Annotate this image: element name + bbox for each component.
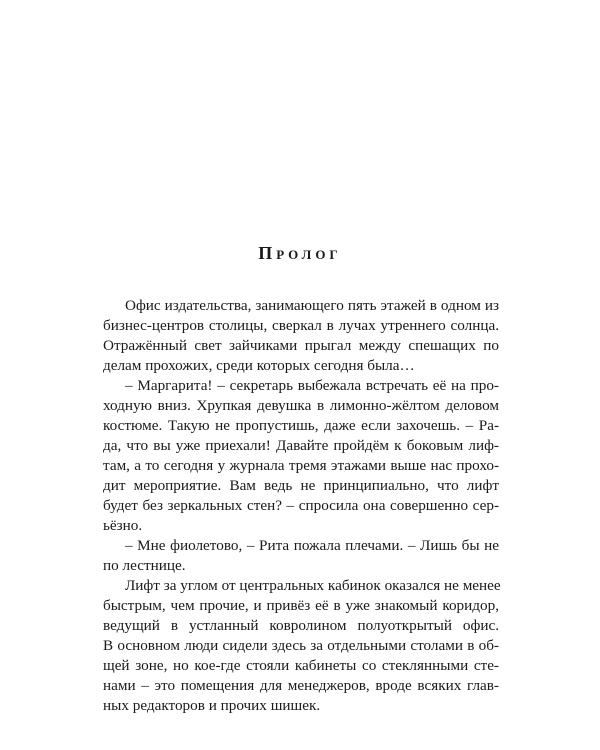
chapter-text [103, 296, 499, 716]
paragraph-3 [103, 536, 499, 576]
chapter-title: Пролог [258, 243, 342, 263]
text-line: дит мероприятие. Вам ведь не принципиально, что лифт [103, 477, 499, 494]
text-line: ведущий в устланный ковролином полуоткрытый офис. [103, 617, 499, 634]
text-line: делам прохожих, среди которых сегодня была… [103, 357, 415, 374]
text-line: быстрым, чем прочие, и привёз её в уже знакомый коридор, [103, 597, 499, 614]
text-line: костюме. Такую не пропустишь, даже если захочешь. – Ра- [103, 417, 499, 434]
text-line: – Маргарита! – секретарь выбежала встречать её на про- [125, 377, 499, 394]
text-line: там, а то сегодня у журнала тремя этажами выше нас прохо- [103, 457, 499, 474]
text-line: Офис издательства, занимающего пять этажей в одном из [125, 297, 499, 314]
text-line: ходную вниз. Хрупкая девушка в лимонно-жёлтом деловом [103, 397, 499, 414]
paragraph-4 [103, 576, 499, 716]
text-line: ных редакторов и прочих шишек. [103, 697, 321, 714]
text-line: ьёзно. [103, 517, 143, 534]
paragraph-1 [103, 296, 499, 376]
paragraph-2 [103, 376, 499, 536]
text-line: щей зоне, но кое-где стояли кабинеты со стеклянными сте- [103, 657, 499, 674]
text-line: бизнес-центров столицы, сверкал в лучах утреннего солнца. [103, 317, 499, 334]
text-line: да, что вы уже приехали! Давайте пройдём к боковым лиф- [103, 437, 499, 454]
text-line: В основном люди сидели здесь за отдельными столами в об- [103, 637, 499, 654]
text-line: – Мне фиолетово, – Рита пожала плечами. – Лишь бы не [125, 537, 499, 554]
text-line: Отражённый свет зайчиками прыгал между спешащих по [103, 337, 499, 354]
text-line: нами – это помещения для менеджеров, вроде всяких глав- [103, 677, 499, 694]
text-line: будет без зеркальных стен? – спросила она совершенно сер- [103, 497, 499, 514]
text-line: Лифт за углом от центральных кабинок оказался не менее [125, 577, 501, 594]
text-line: по лестнице. [103, 557, 186, 574]
